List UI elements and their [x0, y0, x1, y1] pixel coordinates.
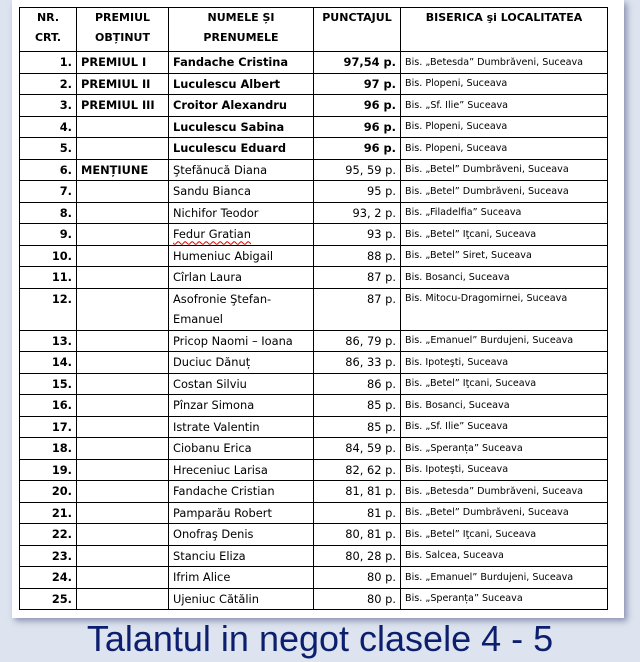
- cell-nr: 12.: [20, 288, 77, 330]
- table-row: [20, 202, 608, 224]
- cell-nume: Stanciu Eliza: [169, 545, 314, 567]
- cell-nume: Fandache Cristian: [169, 481, 314, 503]
- cell-premiu: PREMIUL I: [77, 52, 169, 74]
- cell-biserica: Bis. „Betesda” Dumbrăveni, Suceava: [401, 52, 608, 74]
- cell-biserica: Bis. Ipoteşti, Suceava: [401, 352, 608, 374]
- cell-biserica: Bis. „Betel” Iţcani, Suceava: [401, 373, 608, 395]
- cell-nume: Luculescu Albert: [169, 73, 314, 95]
- cell-nume: Nichifor Teodor: [169, 202, 314, 224]
- cell-biserica: Bis. Mitocu-Dragomirnei, Suceava: [401, 288, 608, 330]
- cell-premiu: [77, 352, 169, 374]
- cell-nr: 25.: [20, 588, 77, 610]
- table-row: [20, 352, 608, 374]
- cell-biserica: Bis. „Filadelfia” Suceava: [401, 202, 608, 224]
- cell-punctaj: 93 p.: [314, 224, 401, 246]
- cell-premiu: [77, 373, 169, 395]
- cell-punctaj: 82, 62 p.: [314, 459, 401, 481]
- cell-nume: Cîrlan Laura: [169, 267, 314, 289]
- cell-premiu: [77, 245, 169, 267]
- cell-biserica: Bis. „Betel” Dumbrăveni, Suceava: [401, 181, 608, 203]
- table-row: [20, 267, 608, 289]
- table-row: [20, 438, 608, 460]
- table-row: [20, 524, 608, 546]
- cell-biserica: Bis. „Betel” Iţcani, Suceava: [401, 224, 608, 246]
- cell-nume: Duciuc Dănuț: [169, 352, 314, 374]
- cell-nume: Croitor Alexandru: [169, 95, 314, 117]
- cell-premiu: [77, 138, 169, 160]
- cell-nume: Luculescu Sabina: [169, 116, 314, 138]
- table-row: [20, 481, 608, 503]
- table-row: [20, 545, 608, 567]
- table-row: [20, 95, 608, 117]
- cell-biserica: Bis. „Betel” Dumbrăveni, Suceava: [401, 502, 608, 524]
- cell-nume: Ujeniuc Cătălin: [169, 588, 314, 610]
- cell-punctaj: 95 p.: [314, 181, 401, 203]
- table-row: [20, 159, 608, 181]
- cell-biserica: Bis. „Speranța” Suceava: [401, 588, 608, 610]
- cell-biserica: Bis. Plopeni, Suceava: [401, 138, 608, 160]
- cell-nr: 21.: [20, 502, 77, 524]
- cell-premiu: [77, 481, 169, 503]
- table-row: [20, 395, 608, 417]
- cell-punctaj: 97 p.: [314, 73, 401, 95]
- results-table: [19, 7, 608, 610]
- cell-nr: 9.: [20, 224, 77, 246]
- header-premiul: PREMIUL OBȚINUT: [77, 8, 169, 52]
- cell-punctaj: 95, 59 p.: [314, 159, 401, 181]
- table-row: [20, 73, 608, 95]
- cell-punctaj: 85 p.: [314, 416, 401, 438]
- cell-biserica: Bis. „Betel” Iţcani, Suceava: [401, 524, 608, 546]
- cell-premiu: PREMIUL II: [77, 73, 169, 95]
- table-row: [20, 181, 608, 203]
- cell-nr: 16.: [20, 395, 77, 417]
- cell-nume: Fandache Cristina: [169, 52, 314, 74]
- cell-nume: Pamparău Robert: [169, 502, 314, 524]
- cell-punctaj: 87 p.: [314, 288, 401, 330]
- table-body: [20, 52, 608, 610]
- cell-premiu: [77, 288, 169, 330]
- cell-premiu: [77, 567, 169, 589]
- cell-nr: 18.: [20, 438, 77, 460]
- cell-punctaj: 80, 28 p.: [314, 545, 401, 567]
- cell-nr: 1.: [20, 52, 77, 74]
- cell-premiu: MENȚIUNE: [77, 159, 169, 181]
- cell-nr: 17.: [20, 416, 77, 438]
- cell-biserica: Bis. Plopeni, Suceava: [401, 116, 608, 138]
- cell-nr: 11.: [20, 267, 77, 289]
- cell-premiu: [77, 395, 169, 417]
- cell-biserica: Bis. „Betesda” Dumbrăveni, Suceava: [401, 481, 608, 503]
- cell-punctaj: 86 p.: [314, 373, 401, 395]
- cell-nume: Ciobanu Erica: [169, 438, 314, 460]
- spellcheck-underlined-name: Fedur Gratian: [173, 227, 252, 242]
- table-row: [20, 373, 608, 395]
- table-row: [20, 330, 608, 352]
- cell-nr: 23.: [20, 545, 77, 567]
- table-row: [20, 138, 608, 160]
- table-row: [20, 588, 608, 610]
- cell-nr: 5.: [20, 138, 77, 160]
- cell-nume: Luculescu Eduard: [169, 138, 314, 160]
- cell-punctaj: 85 p.: [314, 395, 401, 417]
- cell-nr: 8.: [20, 202, 77, 224]
- cell-premiu: [77, 116, 169, 138]
- cell-punctaj: 81, 81 p.: [314, 481, 401, 503]
- cell-nr: 20.: [20, 481, 77, 503]
- table-row: [20, 52, 608, 74]
- cell-biserica: Bis. Plopeni, Suceava: [401, 73, 608, 95]
- cell-punctaj: 96 p.: [314, 138, 401, 160]
- cell-punctaj: 96 p.: [314, 116, 401, 138]
- cell-nume: Onofraş Denis: [169, 524, 314, 546]
- cell-biserica: Bis. „Sf. Ilie” Suceava: [401, 95, 608, 117]
- cell-punctaj: 87 p.: [314, 267, 401, 289]
- cell-biserica: Bis. „Emanuel” Burdujeni, Suceava: [401, 567, 608, 589]
- cell-punctaj: 93, 2 p.: [314, 202, 401, 224]
- header-nume: NUMELE ȘI PRENUMELE: [169, 8, 314, 52]
- header-row: [20, 8, 608, 52]
- cell-nr: 24.: [20, 567, 77, 589]
- cell-premiu: [77, 438, 169, 460]
- cell-nume: Pricop Naomi – Ioana: [169, 330, 314, 352]
- cell-premiu: [77, 524, 169, 546]
- cell-punctaj: 84, 59 p.: [314, 438, 401, 460]
- cell-biserica: Bis. Ipoteşti, Suceava: [401, 459, 608, 481]
- table-row: [20, 416, 608, 438]
- cell-premiu: PREMIUL III: [77, 95, 169, 117]
- cell-biserica: Bis. Salcea, Suceava: [401, 545, 608, 567]
- cell-biserica: Bis. „Speranța” Suceava: [401, 438, 608, 460]
- cell-nr: 15.: [20, 373, 77, 395]
- table-row: [20, 245, 608, 267]
- cell-premiu: [77, 502, 169, 524]
- cell-biserica: Bis. „Sf. Ilie” Suceava: [401, 416, 608, 438]
- cell-biserica: Bis. „Emanuel” Burdujeni, Suceava: [401, 330, 608, 352]
- table-row: [20, 224, 608, 246]
- table-row: [20, 116, 608, 138]
- cell-punctaj: 80, 81 p.: [314, 524, 401, 546]
- cell-premiu: [77, 181, 169, 203]
- cell-nr: 2.: [20, 73, 77, 95]
- cell-biserica: Bis. Bosanci, Suceava: [401, 395, 608, 417]
- cell-nume: [169, 224, 314, 246]
- cell-nr: 7.: [20, 181, 77, 203]
- cell-premiu: [77, 224, 169, 246]
- cell-punctaj: 80 p.: [314, 588, 401, 610]
- cell-nume: Istrate Valentin: [169, 416, 314, 438]
- cell-nume: Ştefănucă Diana: [169, 159, 314, 181]
- cell-nume: Hreceniuc Larisa: [169, 459, 314, 481]
- cell-premiu: [77, 330, 169, 352]
- cell-punctaj: 97,54 p.: [314, 52, 401, 74]
- cell-premiu: [77, 202, 169, 224]
- cell-biserica: Bis. „Betel” Siret, Suceava: [401, 245, 608, 267]
- cell-punctaj: 81 p.: [314, 502, 401, 524]
- table-row: [20, 459, 608, 481]
- cell-nr: 19.: [20, 459, 77, 481]
- table-row: [20, 288, 608, 330]
- cell-premiu: [77, 416, 169, 438]
- cell-punctaj: 96 p.: [314, 95, 401, 117]
- cell-premiu: [77, 588, 169, 610]
- cell-nume: Humeniuc Abigail: [169, 245, 314, 267]
- table-row: [20, 502, 608, 524]
- cell-biserica: Bis. „Betel” Dumbrăveni, Suceava: [401, 159, 608, 181]
- cell-nr: 13.: [20, 330, 77, 352]
- cell-nr: 10.: [20, 245, 77, 267]
- cell-premiu: [77, 267, 169, 289]
- header-punctajul: PUNCTAJUL: [314, 8, 401, 52]
- cell-nr: 6.: [20, 159, 77, 181]
- cell-nr: 4.: [20, 116, 77, 138]
- cell-nume: Ifrim Alice: [169, 567, 314, 589]
- table-row: [20, 567, 608, 589]
- cell-nume: Asofronie Ştefan-Emanuel: [169, 288, 314, 330]
- cell-punctaj: 86, 79 p.: [314, 330, 401, 352]
- cell-premiu: [77, 459, 169, 481]
- cell-punctaj: 80 p.: [314, 567, 401, 589]
- cell-biserica: Bis. Bosanci, Suceava: [401, 267, 608, 289]
- cell-nume: Costan Silviu: [169, 373, 314, 395]
- cell-nr: 14.: [20, 352, 77, 374]
- header-nr: NR. CRT.: [20, 8, 77, 52]
- page-caption: Talantul in negot clasele 4 - 5: [86, 618, 554, 659]
- cell-premiu: [77, 545, 169, 567]
- cell-nume: Sandu Bianca: [169, 181, 314, 203]
- cell-nr: 3.: [20, 95, 77, 117]
- cell-punctaj: 86, 33 p.: [314, 352, 401, 374]
- header-biserica: BISERICA şi LOCALITATEA: [401, 8, 608, 52]
- cell-nume: Pînzar Simona: [169, 395, 314, 417]
- cell-punctaj: 88 p.: [314, 245, 401, 267]
- cell-nr: 22.: [20, 524, 77, 546]
